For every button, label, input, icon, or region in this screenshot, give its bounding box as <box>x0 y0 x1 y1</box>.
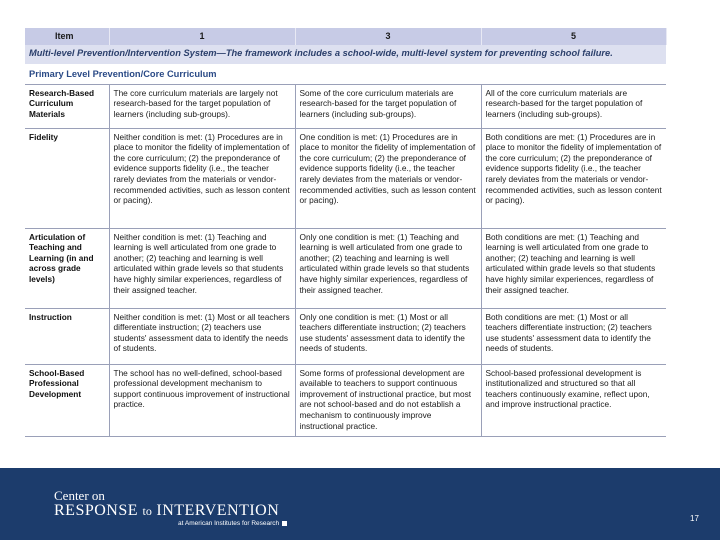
row-item: School-Based Professional Development <box>25 364 109 436</box>
logo-line-rti <box>54 502 279 520</box>
air-square-icon <box>282 521 287 526</box>
level-row <box>25 64 666 84</box>
header-score-3: 3 <box>295 28 481 45</box>
system-title: Multi-level Prevention/Intervention System <box>29 48 217 58</box>
header-row <box>25 28 666 45</box>
table-row <box>25 364 666 436</box>
system-row <box>25 45 666 64</box>
cell-score-1: The core curriculum materials are largely not research-based for the target population of learners (including sub-groups). <box>109 84 295 128</box>
logo-air-text: at American Institutes for Research <box>178 520 280 527</box>
cell-score-5: Both conditions are met: (1) Procedures are in place to monitor the fidelity of implementation of the core curriculum; (2) the preponderance of evidence supports fidelity (i.e., the teacher rarely deviates from the materials or vendor-recommended activities, such as lesson content or pacing). <box>481 128 666 228</box>
logo-air <box>178 520 287 527</box>
table-row <box>25 308 666 364</box>
cell-score-3: Only one condition is met: (1) Most or all teachers differentiate instruction; (2) teachers use students' assessment data to identify the needs of students. <box>295 308 481 364</box>
system-description <box>25 45 666 64</box>
cell-score-3: Only one condition is met: (1) Teaching and learning is well articulated from one grade to another; (2) teaching and learning is well articulated within grade levels so that students have highly similar experiences, regardless of their assigned teacher. <box>295 228 481 308</box>
level-title: Primary Level Prevention/Core Curriculum <box>25 64 666 84</box>
cell-score-3: Some of the core curriculum materials are research-based for the target population of learners (including sub-groups). <box>295 84 481 128</box>
page-number: 17 <box>690 514 699 523</box>
row-item: Articulation of Teaching and Learning (in and across grade levels) <box>25 228 109 308</box>
row-item: Fidelity <box>25 128 109 228</box>
cell-score-3: Some forms of professional development are available to teachers to support continuous improvement of instructional practice, but most are not school-based and do not establish a mechanism to continuously improve instructional practice. <box>295 364 481 436</box>
cell-score-5: Both conditions are met: (1) Most or all teachers differentiate instruction; (2) teachers use students' assessment data to identify the needs of students. <box>481 308 666 364</box>
header-score-5: 5 <box>481 28 666 45</box>
logo-intervention: INTERVENTION <box>151 502 280 519</box>
cell-score-5: Both conditions are met: (1) Teaching and learning is well articulated from one grade to another; (2) teaching and learning is well articulated within grade levels so that students have highly similar experiences, regardless of their assigned teacher. <box>481 228 666 308</box>
table-row <box>25 228 666 308</box>
row-item: Research-Based Curriculum Materials <box>25 84 109 128</box>
table-row <box>25 84 666 128</box>
header-item: Item <box>25 28 109 45</box>
rubric-table <box>25 28 667 437</box>
cell-score-1: Neither condition is met: (1) Procedures are in place to monitor the fidelity of implementation of the core curriculum; (2) the preponderance of evidence supports fidelity (i.e., the teacher rarely deviates from the materials or vendor-recommended activities, such as lesson content or pacing). <box>109 128 295 228</box>
system-desc: —The framework includes a school-wide, multi-level system for preventing school failure. <box>216 48 613 58</box>
logo-to: to <box>142 504 152 518</box>
logo-line-center-on: Center on <box>54 488 105 503</box>
cell-score-1: The school has no well-defined, school-based professional development mechanism to support continuous improvement of instructional practice. <box>109 364 295 436</box>
logo-response: RESPONSE <box>54 502 143 519</box>
cell-score-3: One condition is met: (1) Procedures are in place to monitor the fidelity of implementation of the core curriculum; (2) the preponderance of evidence supports fidelity (i.e., the teacher rarely deviates from the materials or vendor-recommended activities, such as lesson content or pacing). <box>295 128 481 228</box>
table-row <box>25 128 666 228</box>
cell-score-5: All of the core curriculum materials are research-based for the target population of learners (including sub-groups). <box>481 84 666 128</box>
header-score-1: 1 <box>109 28 295 45</box>
cell-score-1: Neither condition is met: (1) Most or all teachers differentiate instruction; (2) teachers use students' assessment data to identify the needs of students. <box>109 308 295 364</box>
cell-score-1: Neither condition is met: (1) Teaching and learning is well articulated from one grade to another; (2) teaching and learning is well articulated within grade levels so that students have highly similar experiences, regardless of their assigned teacher. <box>109 228 295 308</box>
cell-score-5: School-based professional development is institutionalized and structured so that all teachers continuously examine, reflect upon, and improve instructional practice. <box>481 364 666 436</box>
row-item: Instruction <box>25 308 109 364</box>
